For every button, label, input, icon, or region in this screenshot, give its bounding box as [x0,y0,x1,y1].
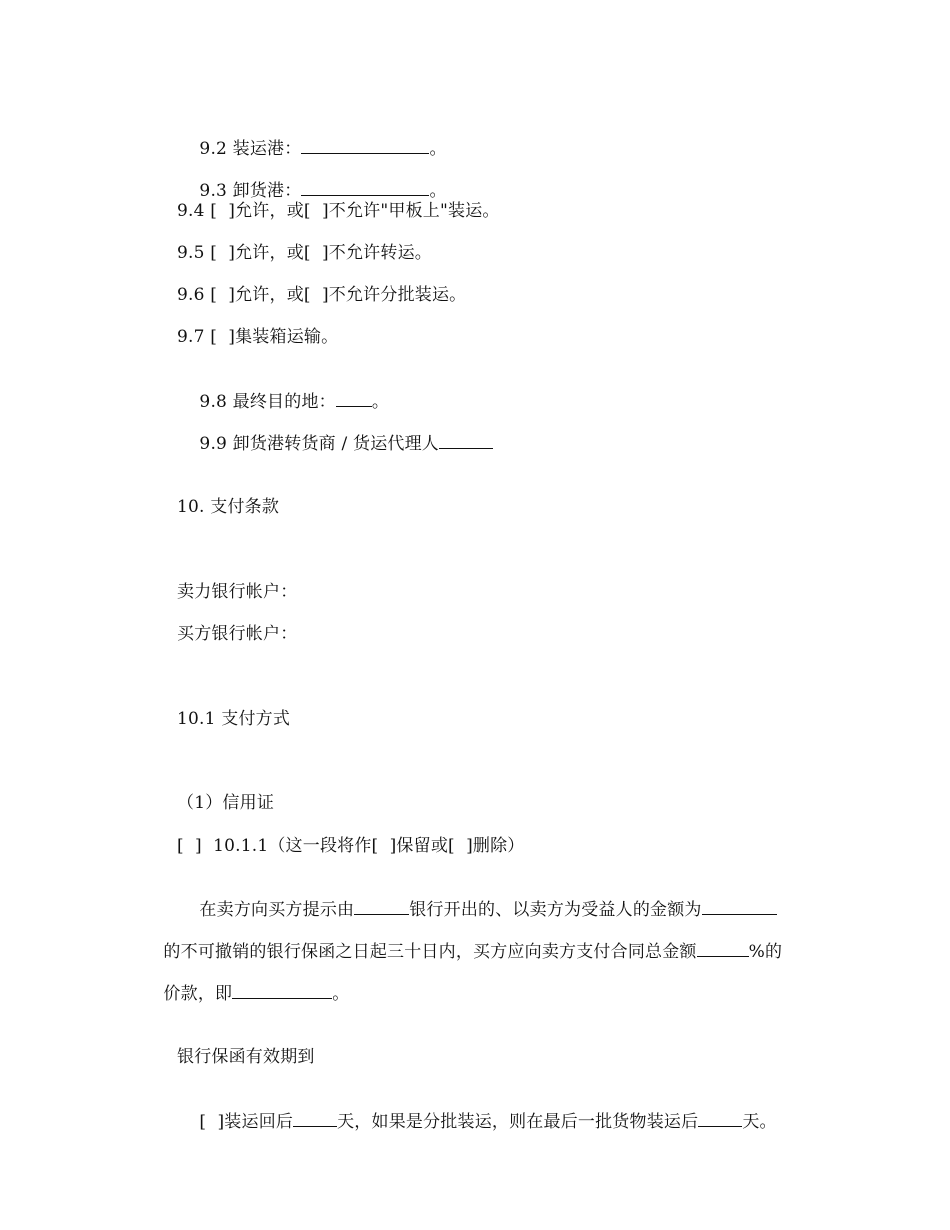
buyer-bank-account: 买方银行帐户： [177,624,298,644]
paragraph-line-4-text-b: 天，如果是分批装运，则在最后一批货物装运后 [337,1112,699,1132]
paragraph-line-1-text-a: 在卖方向买方提示由 [199,900,355,920]
bank-name-blank[interactable] [354,899,409,915]
clause-9-3-text: 9.3 卸货港： [199,181,302,201]
clause-10-1-1: [ ] 10.1.1（这一段将作[ ]保留或[ ]删除） [177,836,525,856]
section-10-heading: 10. 支付条款 [177,497,280,517]
seller-bank-account: 卖力银行帐户： [177,582,298,602]
clause-9-8-end: 。 [371,392,390,412]
clause-9-9-text: 9.9 卸货港转货商 / 货运代理人 [199,434,439,454]
paragraph-line-3-text-b: 。 [332,984,350,1004]
paragraph-line-4-text-a: [ ]装运回后 [199,1112,294,1132]
letter-of-credit-heading: （1）信用证 [177,793,275,813]
days-after-shipment-blank[interactable] [293,1111,337,1127]
guarantee-amount-blank[interactable] [702,899,777,915]
percentage-blank[interactable] [697,941,749,957]
paragraph-line-2-text-b: %的 [748,942,783,962]
forwarder-blank[interactable] [439,433,493,449]
discharge-port-blank[interactable] [301,180,429,196]
guarantee-validity: 银行保函有效期到 [177,1047,315,1067]
paragraph-line-4-text-c: 天。 [742,1112,777,1132]
clause-9-4: 9.4 [ ]允许，或[ ]不允许"甲板上"装运。 [177,201,500,221]
clause-9-5: 9.5 [ ]允许，或[ ]不允许转运。 [177,243,432,263]
clause-9-2-text: 9.2 装运港： [199,139,302,159]
days-after-last-batch-blank[interactable] [698,1111,742,1127]
clause-9-7: 9.7 [ ]集装箱运输。 [177,327,339,347]
paragraph-line-3-text-a: 价款，即 [163,984,233,1004]
paragraph-line-1-text-b: 银行开出的、以卖方为受益人的金额为 [409,900,702,920]
final-destination-blank[interactable] [336,391,372,407]
clause-9-8-text: 9.8 最终目的地： [199,392,336,412]
clause-9-2-end: 。 [429,139,447,159]
amount-blank[interactable] [232,983,332,999]
section-10-1-heading: 10.1 支付方式 [177,709,291,729]
clause-9-3-end: 。 [429,181,447,201]
paragraph-line-4 [177,1089,777,1155]
clause-9-6: 9.6 [ ]允许，或[ ]不允许分批装运。 [177,285,467,305]
paragraph-line-2-text-a: 的不可撤销的银行保函之日起三十日内，买方应向卖方支付合同总金额 [163,942,697,962]
loading-port-blank[interactable] [301,138,429,154]
paragraph-line-3 [141,961,349,1027]
clause-9-9 [177,411,493,477]
